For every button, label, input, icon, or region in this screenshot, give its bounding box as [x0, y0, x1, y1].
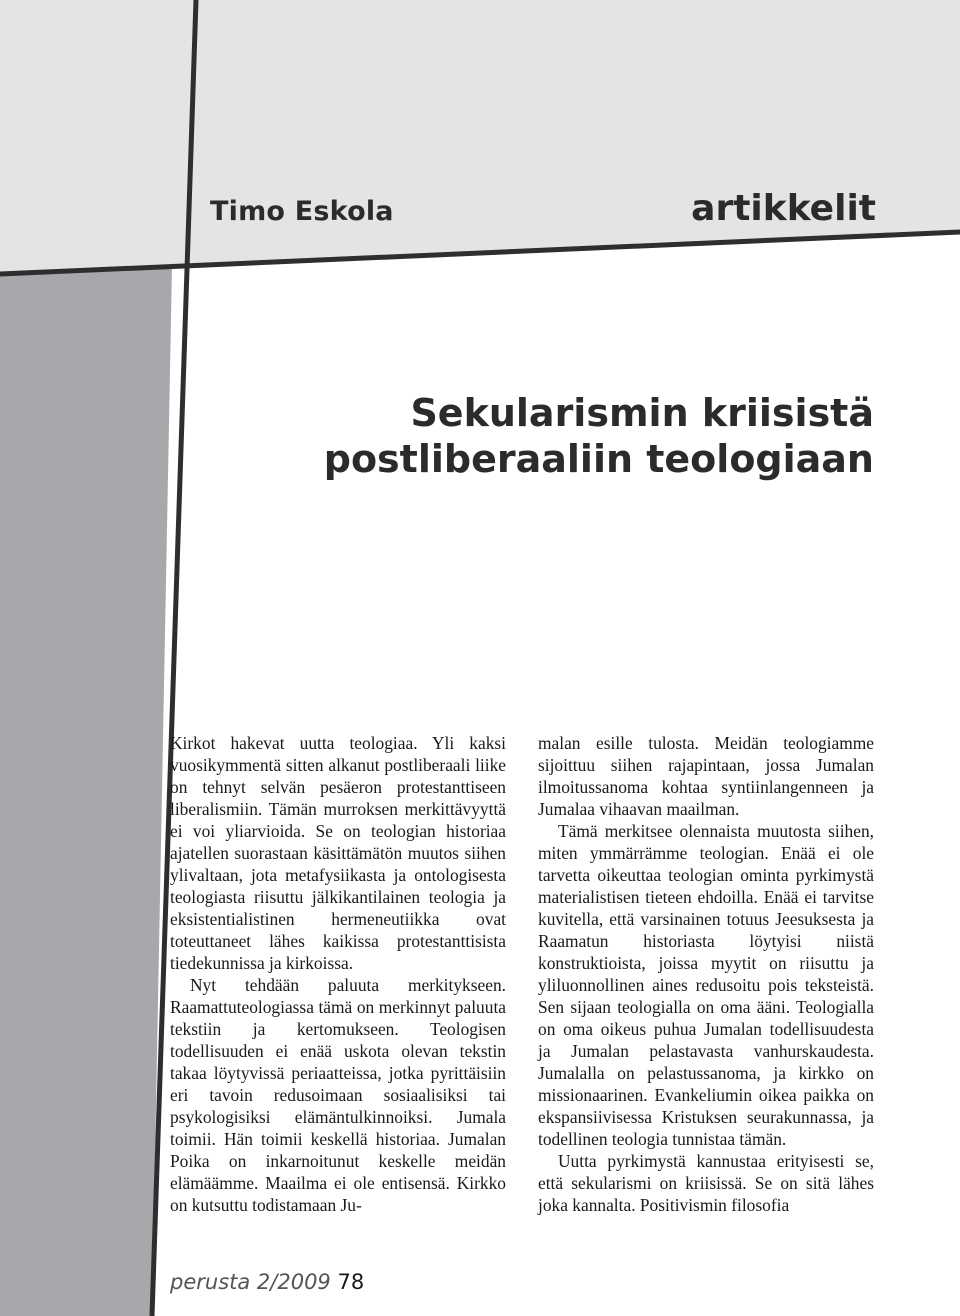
- paragraph: Nyt tehdään paluuta merkitykseen. Raamattuteologiassa tämä on merkinnyt paluuta tekstiin ja kertomukseen. Teologisen todellisuuden ei enää uskota olevan tekstin takaa löytyvissä periaatteissa, jotka pyrittäisiin eri tavoin redusoimaan sosiaalisiksi tai psykologisiksi elämäntulkinnoiksi. Jumala toimii. Hän toimii keskellä historiaa. Jumalan Poika on inkarnoitunut keskelle meidän elämäämme. Maailma ei ole entisensä. Kirkko on kutsuttu todistamaan Ju-: [170, 975, 506, 1215]
- paragraph: Tämä merkitsee olennaista muutosta siihen, miten ymmärrämme teologian. Enää ei ole tarvetta oikeuttaa teologian ominta pyrkimystä materialistisen tieteen ehdoilla. Enää ei tarvitse kuvitella, että varsinainen totuus Jeesuksesta ja Raamatun historiasta löytyisi niistä konstruktioista, joissa myytit on riisuttu ja yliluonnollinen aines redusoitu pois teksteistä. Sen sijaan teologialla on oma ääni. Teologialla on oma oikeus puhua Jumalan todellisuudesta ja Jumalan pelastavasta vanhurskaudesta. Jumalalla on pelastussanoma, ja kirkko on missionaarinen. Evankeliumin oikea paikka on ekspansiivisessa Kristuksen seurakunnassa, ja todellinen teologia tunnistaa tämän.: [538, 821, 874, 1149]
- paragraph: malan esille tulosta. Meidän teologiamme sijoittuu siihen rajapintaan, jossa Jumalan ilmoitussanoma kohtaa syntiinlangenneen ja Jumalaa vihaavan maailman.: [538, 733, 874, 819]
- section-label: artikkelit: [691, 188, 876, 229]
- left-column: [170, 732, 506, 1216]
- page-number: 78: [337, 1270, 365, 1294]
- journal-name: perusta 2/2009: [170, 1270, 331, 1294]
- page-footer: [170, 1270, 364, 1294]
- title-line-1: Sekularismin kriisistä: [410, 391, 874, 435]
- right-column: [538, 732, 874, 1216]
- paragraph: Uutta pyrkimystä kannustaa erityisesti se, että sekularismi on kriisissä. Se on sitä lähes joka kannalta. Positivismin filosofia: [538, 1151, 874, 1215]
- paragraph: Kirkot hakevat uutta teologiaa. Yli kaksi vuosikymmentä sitten alkanut postliberaali liike on tehnyt selvän pesäeron protestanttiseen liberalismiin. Tämän murroksen merkittävyyttä ei voi yliarvioida. Se on teologian historiaa ajatellen suorastaan käsittämätön muutos siihen ylivaltaan, jota metafysiikasta ja ontologisesta teologiasta riisuttu jälkikantilainen teologia ja eksistentialistinen hermeneutiikka ovat toteuttaneet lähes kaikissa protestanttisista tiedekunnissa ja kirkoissa.: [170, 733, 506, 973]
- left-band: [0, 266, 172, 1316]
- article-title: [324, 390, 874, 482]
- header-band: [0, 0, 960, 274]
- author-name: Timo Eskola: [210, 196, 394, 227]
- title-line-2: postliberaaliin teologiaan: [323, 437, 874, 481]
